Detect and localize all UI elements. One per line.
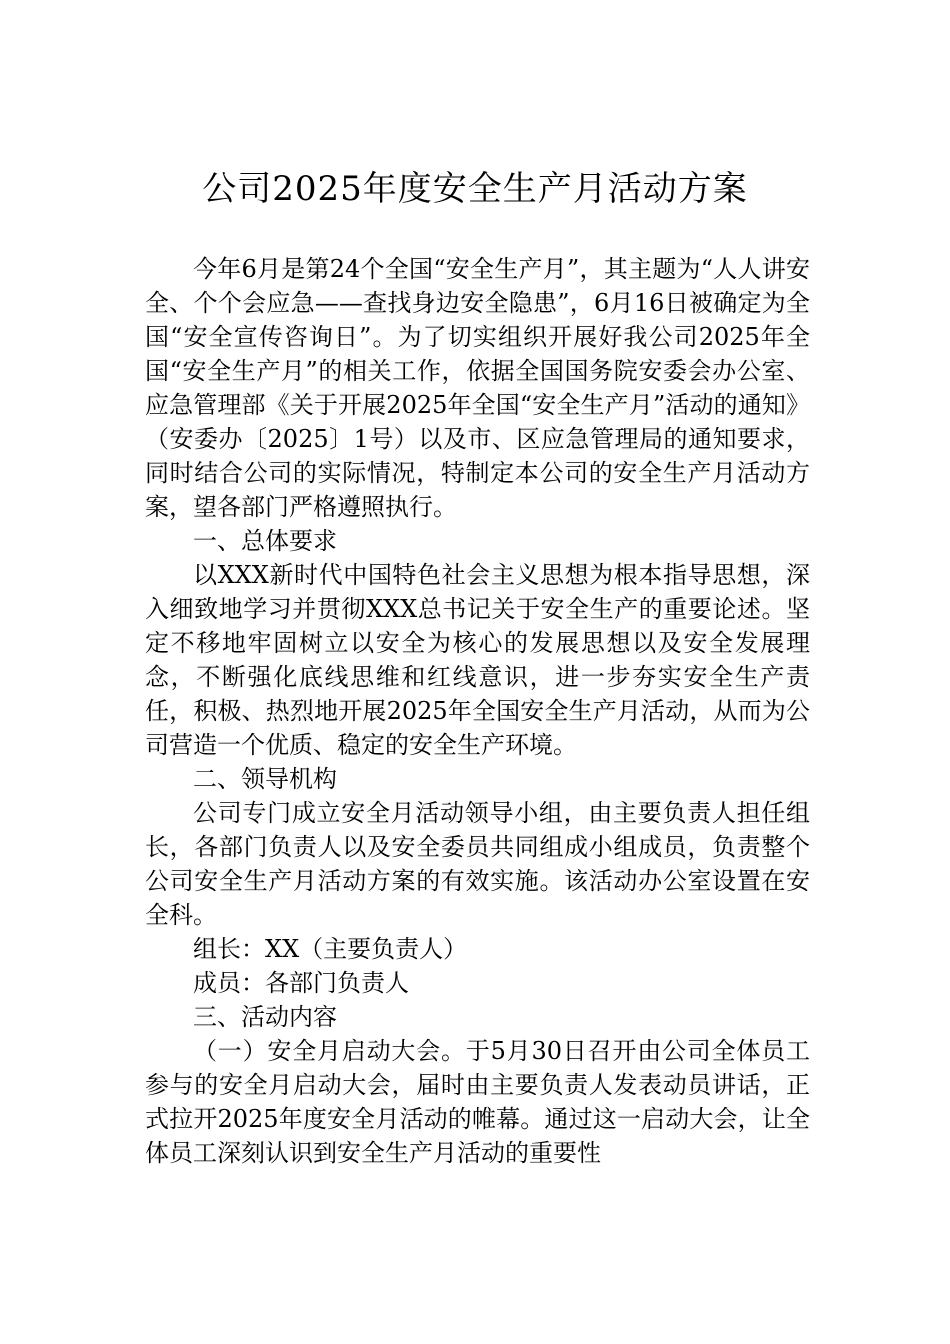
team-leader-line: 组长：XX（主要负责人） — [193, 935, 468, 963]
section-heading-general-requirements: 一、总体要求 — [193, 527, 337, 555]
section-heading-leadership: 二、领导机构 — [193, 765, 337, 793]
leadership-paragraph: 公司专门成立安全月活动领导小组，由主要负责人担任组长，各部门负责人以及安全委员共同组成小组成员，负责整个公司安全生产月活动方案的有效实施。该活动办公室设置在安全科。 — [145, 799, 810, 929]
intro-paragraph: 今年6月是第24个全国“安全生产月”，其主题为“人人讲安全、个个会应急——查找身边安全隐患”，6月16日被确定为全国“安全宣传咨询日”。为了切实组织开展好我公司2025年全国“安全生产月”的相关工作，依据全国国务院安委会办公室、应急管理部《关于开展2025年全国“安全生产月”活动的通知》（安委办〔2025〕1号）以及市、区应急管理局的通知要求，同时结合公司的实际情况，特制定本公司的安全生产月活动方案，望各部门严格遵照执行。 — [145, 255, 810, 521]
activity-kickoff-paragraph: （一）安全月启动大会。于5月30日召开由公司全体员工参与的安全月启动大会，届时由主要负责人发表动员讲话，正式拉开2025年度安全月活动的帷幕。通过这一启动大会，让全体员工深刻认识到安全生产月活动的重要性 — [145, 1037, 810, 1167]
team-members-line: 成员：各部门负责人 — [193, 969, 409, 997]
document-title: 公司2025年度安全生产月活动方案 — [202, 169, 748, 209]
document-body — [145, 252, 810, 1170]
general-requirements-paragraph: 以XXX新时代中国特色社会主义思想为根本指导思想，深入细致地学习并贯彻XXX总书记关于安全生产的重要论述。坚定不移地牢固树立以安全为核心的发展思想以及安全发展理念，不断强化底线思维和红线意识，进一步夯实安全生产责任，积极、热烈地开展2025年全国安全生产月活动，从而为公司营造一个优质、稳定的安全生产环境。 — [145, 561, 810, 759]
section-heading-activities: 三、活动内容 — [193, 1003, 337, 1031]
